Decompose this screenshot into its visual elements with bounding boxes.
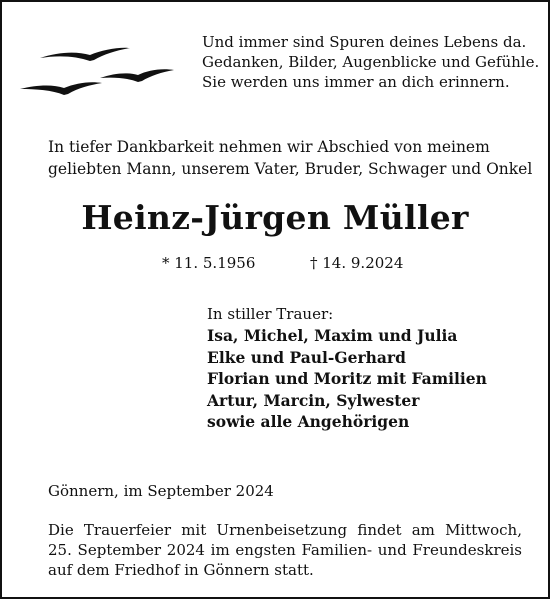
bird-icon (100, 69, 174, 82)
place-and-date: Gönnern, im September 2024 (48, 482, 274, 500)
mourner-name: sowie alle Angehörigen (207, 412, 410, 431)
intro-line: geliebten Mann, unserem Vater, Bruder, Schwager und Onkel (48, 160, 533, 178)
death-date: † 14. 9.2024 (310, 254, 404, 272)
mourners-block (207, 304, 537, 433)
funeral-notice (48, 520, 522, 580)
notice-line: auf dem Friedhof in Gönnern statt. (48, 561, 314, 579)
mourner-name: Isa, Michel, Maxim und Julia (207, 326, 458, 345)
mourners-heading: In stiller Trauer: (207, 305, 334, 323)
quote-line: Sie werden uns immer an dich erinnern. (202, 73, 510, 91)
quote-line: Gedanken, Bilder, Augenblicke und Gefühle. (202, 53, 540, 71)
quote-line: Und immer sind Spuren deines Lebens da. (202, 33, 527, 51)
notice-line: 25. September 2024 im engsten Familien- und Freundeskreis (48, 541, 522, 559)
mourners-list (207, 325, 537, 433)
mourner-name: Elke und Paul-Gerhard (207, 347, 406, 367)
flying-birds-icon (18, 42, 178, 102)
mourner-name: Florian und Moritz mit Familien (207, 369, 487, 388)
birth-date: * 11. 5.1956 (162, 254, 256, 272)
bird-icon (40, 48, 130, 61)
bird-icon (20, 82, 102, 95)
notice-line: Die Trauerfeier mit Urnenbeisetzung findet am Mittwoch, (48, 521, 522, 539)
intro-line: In tiefer Dankbarkeit nehmen wir Abschied von meinem (48, 138, 490, 156)
farewell-intro (48, 136, 533, 180)
mourner-name: Artur, Marcin, Sylwester (207, 390, 420, 410)
memorial-quote (202, 32, 540, 92)
deceased-name: Heinz-Jürgen Müller (81, 198, 469, 237)
